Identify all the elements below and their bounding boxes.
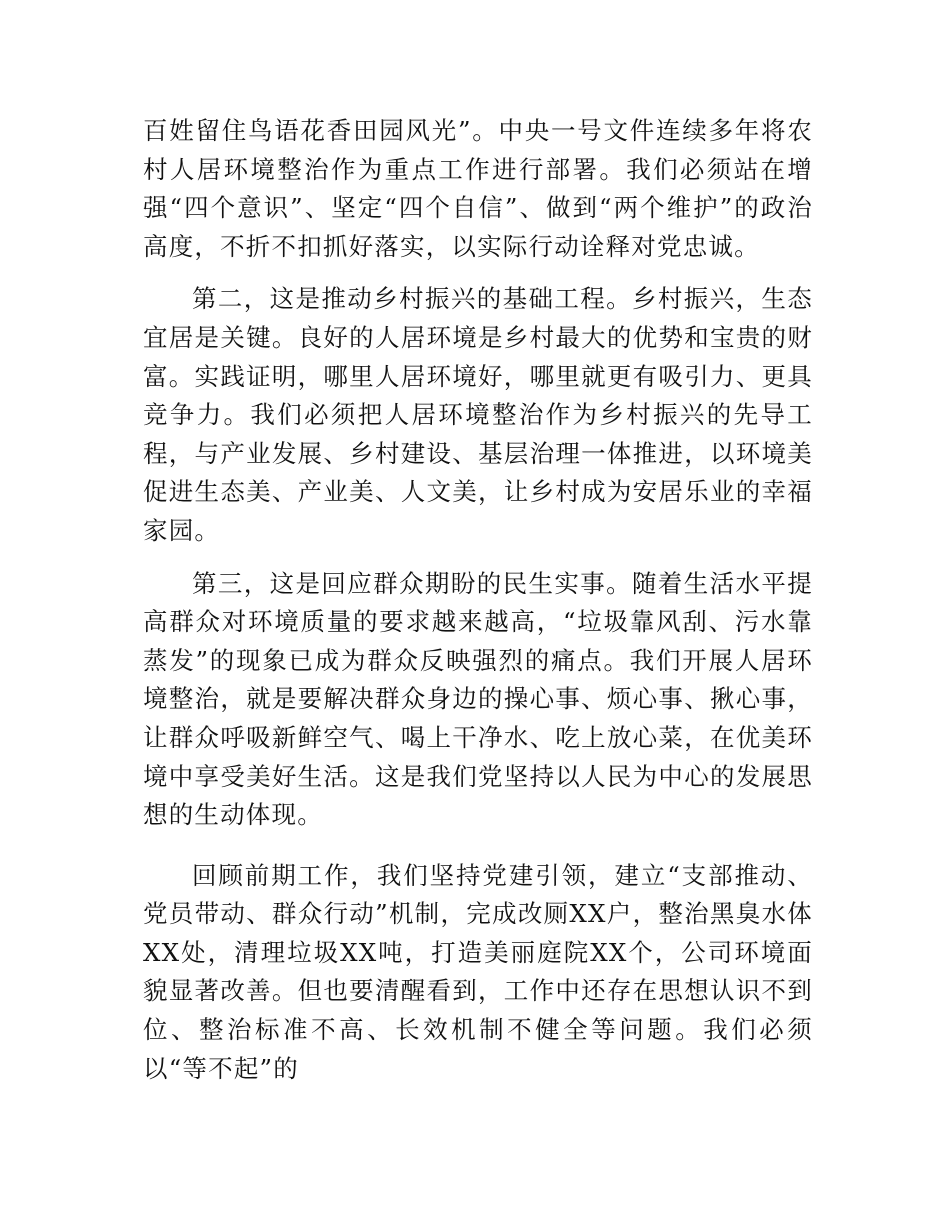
paragraph-3: 第三，这是回应群众期盼的民生实事。随着生活水平提高群众对环境质量的要求越来越高，“垃圾靠风刮、污水靠蒸发”的现象已成为群众反映强烈的痛点。我们开展人居环境整治，就是要解决群众身边的操心事、烦心事、揪心事，让群众呼吸新鲜空气、喝上干净水、吃上放心菜，在优美环境中享受美好生活。这是我们党坚持以人民为中心的发展思想的生动体现。	[143, 568, 813, 830]
document-body	[143, 112, 813, 1088]
paragraph-4: 回顾前期工作，我们坚持党建引领，建立“支部推动、党员带动、群众行动”机制，完成改厕XX户，整治黑臭水体XX处，清理垃圾XX吨，打造美丽庭院XX个，公司环境面貌显著改善。但也要清醒看到，工作中还存在思想认识不到位、整治标准不高、长效机制不健全等问题。我们必须以“等不起”的	[143, 860, 813, 1083]
paragraph-2: 第二，这是推动乡村振兴的基础工程。乡村振兴，生态宜居是关键。良好的人居环境是乡村最大的优势和宝贵的财富。实践证明，哪里人居环境好，哪里就更有吸引力、更具竞争力。我们必须把人居环境整治作为乡村振兴的先导工程，与产业发展、乡村建设、基层治理一体推进，以环境美促进生态美、产业美、人文美，让乡村成为安居乐业的幸福家园。	[143, 284, 813, 545]
paragraph-1: 百姓留住鸟语花香田园风光”。中央一号文件连续多年将农村人居环境整治作为重点工作进行部署。我们必须站在增强“四个意识”、坚定“四个自信”、做到“两个维护”的政治高度，不折不扣抓好落实，以实际行动诠释对党忠诚。	[143, 116, 813, 261]
